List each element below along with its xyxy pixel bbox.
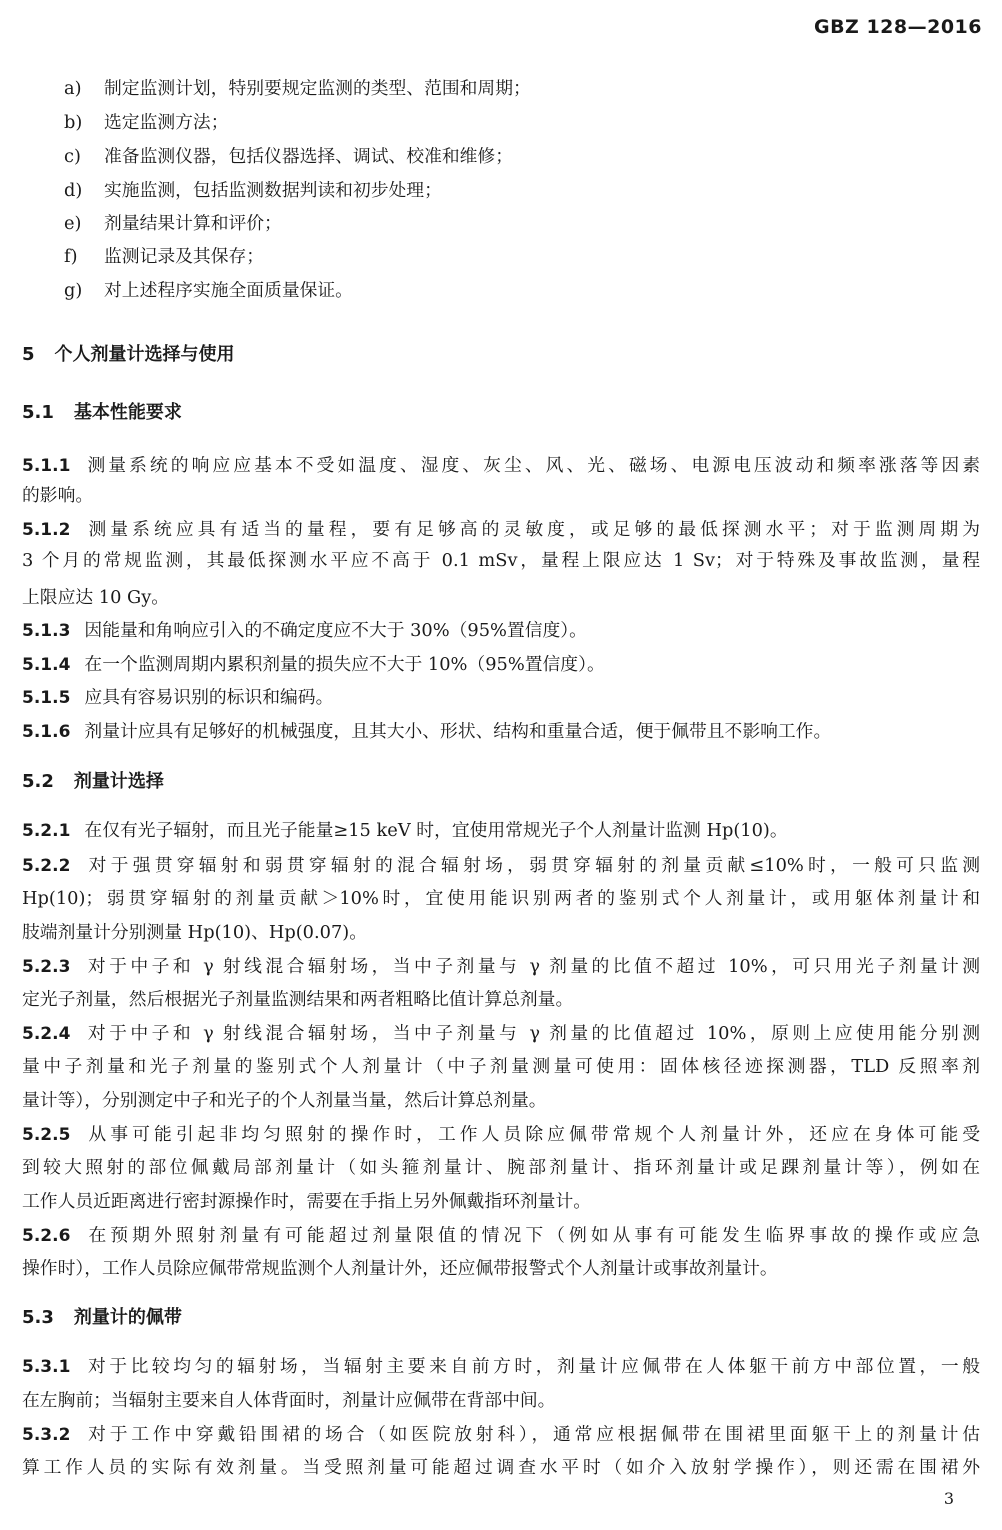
clause-number: 5.2.3 [22, 957, 71, 977]
list-item-mark: d) [64, 180, 83, 201]
clause-line [22, 1221, 980, 1251]
clause-text: 测量系统应具有适当的量程，要有足够高的灵敏度，或足够的最低探测水平；对于监测周期为 [84, 519, 980, 540]
clause-line [22, 1120, 980, 1150]
list-item-text: 监测记录及其保存； [104, 246, 265, 267]
clause-line: 工作人员近距离进行密封源操作时，需要在手指上另外佩戴指环剂量计。 [22, 1191, 592, 1212]
clause-line: 量计等），分别测定中子和光子的个人剂量当量，然后计算总剂量。 [22, 1090, 547, 1111]
clause-line [22, 952, 980, 982]
clause-number: 5.2.1 [22, 821, 71, 841]
subsection-title: 剂量计的佩带 [73, 1307, 182, 1328]
clause-number: 5.2.2 [22, 856, 71, 876]
clause-text: 应具有容易识别的标识和编码。 [84, 687, 334, 708]
subsection-number: 5.1 [22, 402, 54, 423]
list-item-mark: a) [64, 78, 82, 99]
clause-text: 剂量计应具有足够好的机械强度，且其大小、形状、结构和重量合适，便于佩带且不影响工作。 [84, 721, 832, 742]
list-item-text: 准备监测仪器，包括仪器选择、调试、校准和维修； [104, 146, 513, 167]
list-item-mark: f) [64, 246, 78, 267]
clause-line: 量中子剂量和光子剂量的鉴别式个人剂量计（中子剂量测量可使用：固体核径迹探测器，TLD 反照率剂 [22, 1056, 980, 1077]
section-number: 5 [22, 344, 35, 365]
clause-line [22, 616, 980, 646]
list-item [64, 108, 228, 138]
clause-line: 肢端剂量计分别测量 Hp(10)、Hp(0.07)。 [22, 922, 367, 943]
page-number: 3 [943, 1489, 954, 1508]
clause-text: 对于中子和 γ 射线混合辐射场，当中子剂量与 γ 剂量的比值不超过 10%，可只用光子剂量计测 [84, 956, 980, 977]
list-item [64, 209, 282, 239]
subsection-heading [22, 767, 164, 797]
list-item-text: 制定监测计划，特别要规定监测的类型、范围和周期； [104, 78, 531, 99]
clause-line [22, 650, 980, 680]
clause-number: 5.2.6 [22, 1226, 71, 1246]
clause-line: 3 个月的常规监测，其最低探测水平应不高于 0.1 mSv，量程上限应达 1 Sv；对于特殊及事故监测，量程 [22, 550, 980, 571]
clause-number: 5.2.5 [22, 1125, 71, 1145]
list-item-text: 选定监测方法； [104, 112, 229, 133]
standard-code: GBZ 128—2016 [813, 16, 982, 38]
clause-number: 5.1.1 [22, 456, 71, 476]
clause-text: 在预期外照射剂量有可能超过剂量限值的情况下（例如从事有可能发生临界事故的操作或应急 [84, 1225, 980, 1246]
section-heading [22, 340, 235, 370]
clause-text: 对于比较均匀的辐射场，当辐射主要来自前方时，剂量计应佩带在人体躯干前方中部位置，一般 [84, 1356, 980, 1377]
clause-text: 在仅有光子辐射，而且光子能量≥15 keV 时，宜使用常规光子个人剂量计监测 Hp(10)。 [84, 820, 788, 841]
list-item [64, 74, 531, 104]
clause-line: 上限应达 10 Gy。 [22, 587, 170, 608]
clause-line [22, 1352, 980, 1382]
clause-line: Hp(10)；弱贯穿辐射的剂量贡献＞10%时，宜使用能识别两者的鉴别式个人剂量计，或用躯体剂量计和 [22, 888, 980, 909]
clause-line: 操作时），工作人员除应佩带常规监测个人剂量计外，还应佩带报警式个人剂量计或事故剂量计。 [22, 1258, 778, 1279]
clause-text: 在一个监测周期内累积剂量的损失应不大于 10%（95%置信度）。 [84, 654, 605, 675]
list-item-mark: e) [64, 213, 82, 234]
clause-number: 5.1.5 [22, 688, 71, 708]
list-item [64, 242, 264, 272]
clause-line [22, 1019, 980, 1049]
clause-line [22, 451, 980, 481]
clause-line [22, 816, 980, 846]
clause-line [22, 1420, 980, 1450]
section-title: 个人剂量计选择与使用 [54, 344, 235, 365]
clause-line [22, 683, 980, 713]
subsection-heading [22, 398, 182, 428]
clause-line: 的影响。 [22, 485, 94, 506]
list-item-text: 对上述程序实施全面质量保证。 [104, 280, 353, 301]
list-item-mark: c) [64, 146, 81, 167]
clause-line: 算工作人员的实际有效剂量。当受照剂量可能超过调查水平时（如介入放射学操作），则还需在围裙外 [22, 1457, 980, 1478]
clause-number: 5.3.2 [22, 1425, 71, 1445]
list-item-mark: g) [64, 280, 83, 301]
clause-text: 因能量和角响应引入的不确定度应不大于 30%（95%置信度）。 [84, 620, 587, 641]
clause-text: 对于工作中穿戴铅围裙的场合（如医院放射科），通常应根据佩带在围裙里面躯干上的剂量计估 [84, 1424, 980, 1445]
clause-text: 测量系统的响应应基本不受如温度、湿度、灰尘、风、光、磁场、电源电压波动和频率涨落等因素 [84, 455, 980, 476]
subsection-heading [22, 1303, 182, 1333]
list-item [64, 176, 442, 206]
clause-text: 对于强贯穿辐射和弱贯穿辐射的混合辐射场，弱贯穿辐射的剂量贡献≤10%时，一般可只监测 [84, 855, 980, 876]
clause-line [22, 851, 980, 881]
subsection-number: 5.3 [22, 1307, 54, 1328]
subsection-number: 5.2 [22, 771, 54, 792]
list-item [64, 142, 513, 172]
subsection-title: 剂量计选择 [73, 771, 164, 792]
clause-text: 对于中子和 γ 射线混合辐射场，当中子剂量与 γ 剂量的比值超过 10%，原则上应使用能分别测 [84, 1023, 980, 1044]
clause-number: 5.1.3 [22, 621, 71, 641]
clause-line: 定光子剂量，然后根据光子剂量监测结果和两者粗略比值计算总剂量。 [22, 989, 574, 1010]
clause-number: 5.1.2 [22, 520, 71, 540]
clause-line: 在左胸前；当辐射主要来自人体背面时，剂量计应佩带在背部中间。 [22, 1390, 556, 1411]
subsection-title: 基本性能要求 [73, 402, 182, 423]
clause-number: 5.2.4 [22, 1024, 71, 1044]
clause-text: 从事可能引起非均匀照射的操作时，工作人员除应佩带常规个人剂量计外，还应在身体可能受 [84, 1124, 980, 1145]
clause-line [22, 515, 980, 545]
clause-number: 5.1.6 [22, 722, 71, 742]
clause-number: 5.3.1 [22, 1357, 71, 1377]
clause-line [22, 717, 980, 747]
list-item-text: 剂量结果计算和评价； [104, 213, 282, 234]
clause-number: 5.1.4 [22, 655, 71, 675]
list-item-mark: b) [64, 112, 83, 133]
list-item [64, 276, 353, 306]
clause-line: 到较大照射的部位佩戴局部剂量计（如头箍剂量计、腕部剂量计、指环剂量计或足踝剂量计等），例如在 [22, 1157, 980, 1178]
list-item-text: 实施监测，包括监测数据判读和初步处理； [104, 180, 442, 201]
